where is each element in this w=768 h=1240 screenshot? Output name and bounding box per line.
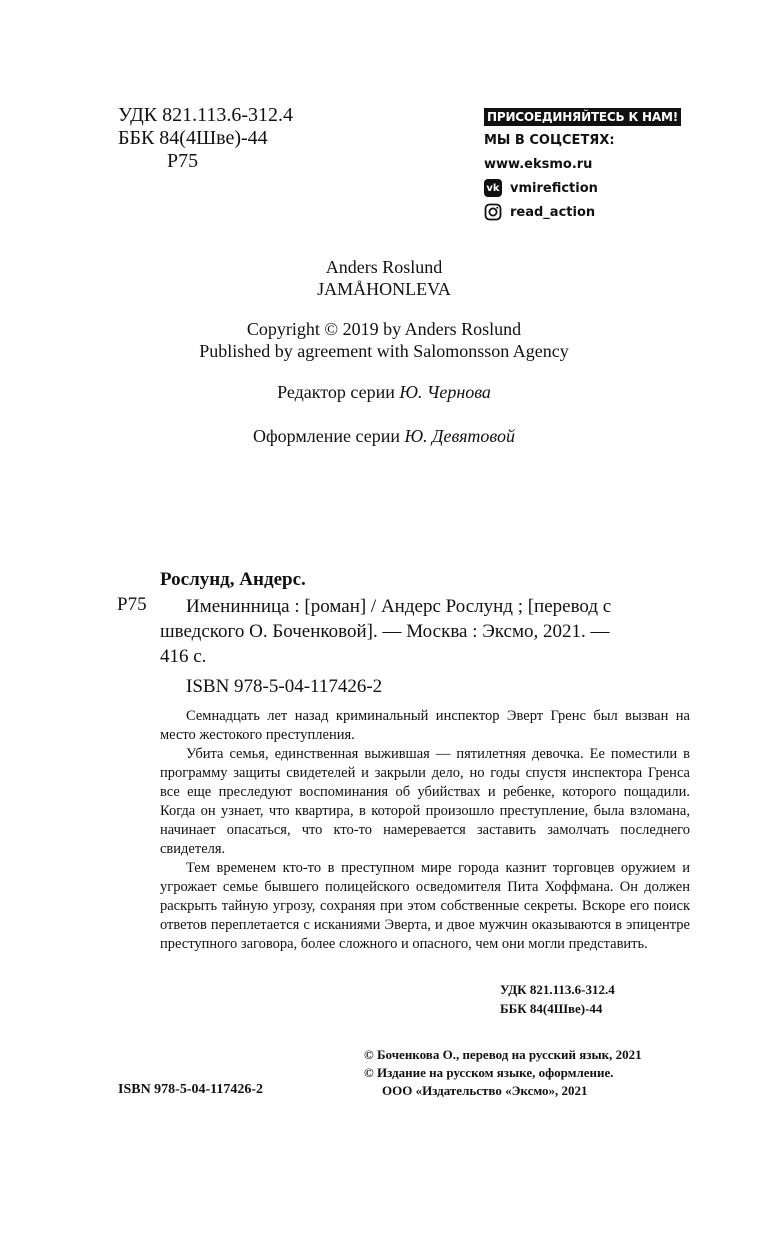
footer-copyrights — [364, 1046, 642, 1100]
agency-line: Published by agreement with Salomonsson Agency — [199, 341, 569, 361]
original-author: Anders Roslund — [325, 257, 443, 277]
series-editor — [0, 381, 768, 403]
footer-classification — [500, 980, 695, 1018]
design-label: Оформление серии — [252, 426, 400, 446]
bib-line-2: шведского О. Боченковой]. — Москва : Эксмо, 2021. — — [160, 621, 610, 642]
udk-code: УДК 821.113.6-312.4 — [118, 104, 294, 126]
annotation — [160, 707, 690, 954]
author-code: Р75 — [167, 150, 199, 172]
copyright-block — [0, 318, 768, 362]
original-title: JAMÅHONLEVA — [317, 279, 451, 299]
translation-copyright: © Боченкова О., перевод на русский язык, 2021 — [364, 1047, 642, 1062]
design-name: Ю. Девятовой — [404, 426, 516, 446]
editor-name: Ю. Чернова — [399, 382, 491, 402]
bib-author: Рослунд, Андерс. — [160, 569, 306, 590]
bib-description — [160, 594, 690, 669]
annotation-paragraph: Тем временем кто-то в преступном мире города казнит торговцев оружием и угрожает семье бывшего полицейского осведомителя Пита Хоффмана. Он должен раскрыть тайную угрозу, сохраняя при этом собственные секреты. Вскоре его поиск ответов переплетается с исканиями Эверта, и двое мужчин оказываются в эпицентре преступного заговора, более сложного и опасного, чем они могли представить. — [160, 860, 690, 952]
footer-bbk: ББК 84(4Шве)-44 — [500, 1001, 603, 1016]
instagram-handle: read_action — [510, 204, 596, 220]
website-url: www.eksmo.ru — [484, 156, 593, 172]
instagram-link[interactable] — [484, 202, 696, 222]
bib-line-1: Именинница : [роман] / Андерс Рослунд ; [перевод с — [186, 596, 612, 617]
publisher-copyright: ООО «Издательство «Эксмо», 2021 — [382, 1083, 588, 1098]
edition-copyright: © Издание на русском языке, оформление. — [364, 1065, 614, 1080]
footer-udk: УДК 821.113.6-312.4 — [500, 982, 615, 997]
bib-code: Р75 — [117, 594, 147, 615]
original-title-block — [0, 256, 768, 300]
bib-line-3: 416 с. — [160, 646, 207, 667]
series-design — [0, 425, 768, 447]
website-link[interactable] — [484, 154, 696, 174]
editor-label: Редактор серии — [277, 382, 395, 402]
instagram-icon — [484, 203, 502, 221]
bbk-code: ББК 84(4Шве)-44 — [118, 127, 268, 149]
footer-isbn: ISBN 978-5-04-117426-2 — [118, 1082, 264, 1097]
social-block — [484, 106, 696, 222]
join-banner: ПРИСОЕДИНЯЙТЕСЬ К НАМ! — [484, 108, 681, 126]
social-heading: МЫ В СОЦСЕТЯХ: — [484, 132, 615, 148]
annotation-paragraph: Семнадцать лет назад криминальный инспектор Эверт Гренс был вызван на место жестокого преступления. — [160, 708, 690, 743]
annotation-paragraph: Убита семья, единственная выжившая — пятилетняя девочка. Ее поместили в программу защиты свидетелей и закрыли дело, но годы спустя инспектора Гренса все еще преследуют воспоминания об убийствах и ребенке, которого пощадили. Когда он узнает, что квартира, в которой произошло преступление, была взломана, начинает опасаться, что кто-то намеревается заставить замолчать последнего свидетеля. — [160, 746, 690, 857]
vk-icon: vk — [484, 179, 502, 197]
vk-handle: vmirefiction — [510, 180, 598, 196]
vk-link[interactable] — [484, 178, 696, 198]
classification-block — [118, 104, 293, 173]
copyright-line: Copyright © 2019 by Anders Roslund — [246, 319, 522, 339]
bib-isbn: ISBN 978-5-04-117426-2 — [186, 676, 383, 697]
